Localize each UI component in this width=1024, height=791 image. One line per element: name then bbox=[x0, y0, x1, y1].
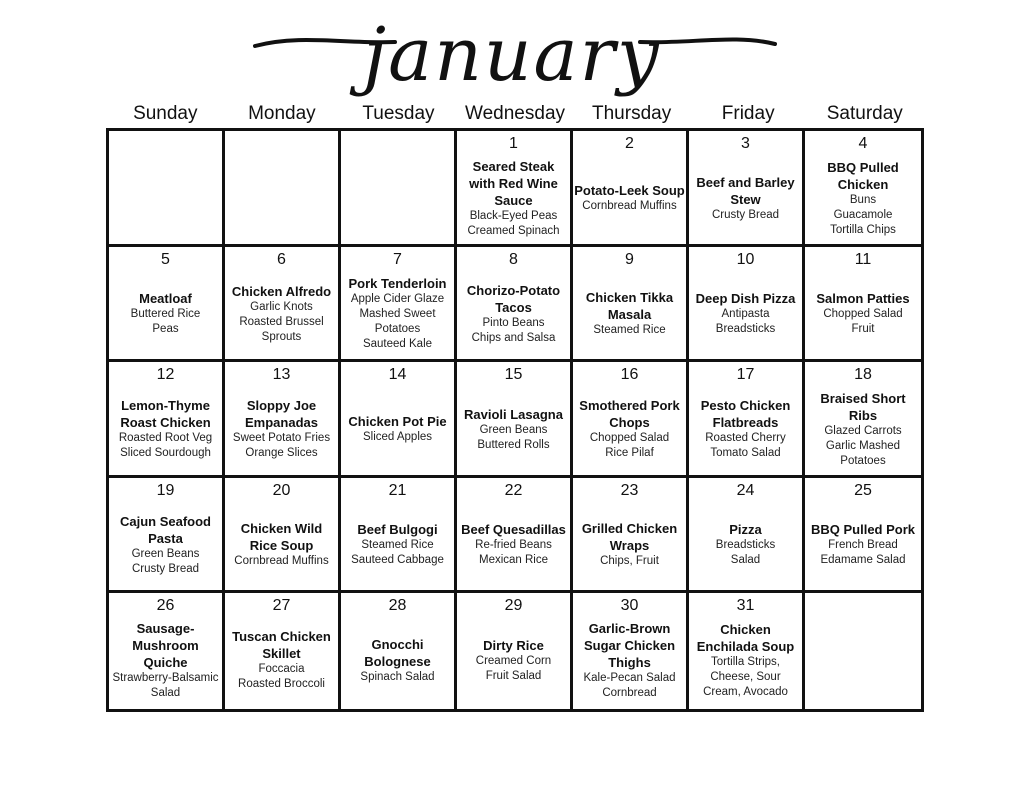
side-dish: Roasted Broccoli bbox=[238, 678, 325, 691]
meal-info bbox=[458, 269, 569, 359]
meal-info bbox=[690, 384, 801, 474]
main-dish: Chicken Pot Pie bbox=[348, 414, 447, 430]
main-dish: Smothered Pork Chops bbox=[579, 398, 680, 431]
day-cell-22 bbox=[457, 478, 573, 594]
meal-info bbox=[806, 384, 920, 474]
main-dish: Pork Tenderloin bbox=[348, 276, 447, 292]
side-dish: Creamed Corn bbox=[475, 654, 552, 667]
side-dish: Chopped Salad bbox=[823, 308, 903, 321]
meal-info bbox=[226, 500, 337, 590]
date-number: 6 bbox=[277, 250, 286, 268]
meal-info bbox=[110, 500, 221, 590]
meal-info bbox=[342, 269, 453, 359]
main-dish: Meatloaf bbox=[139, 291, 192, 307]
side-dish: Roasted Cherry Tomato Salad bbox=[705, 432, 786, 460]
side-dish: Foccacia bbox=[258, 663, 305, 676]
calendar-grid bbox=[106, 128, 924, 712]
meal-info bbox=[226, 269, 337, 359]
date-number: 20 bbox=[272, 481, 291, 499]
title-banner bbox=[0, 0, 1024, 110]
date-number: 19 bbox=[156, 481, 175, 499]
main-dish: Grilled Chicken Wraps bbox=[581, 521, 678, 554]
main-dish: Garlic-Brown Sugar Chicken Thighs bbox=[583, 620, 676, 670]
main-dish: Beef Bulgogi bbox=[357, 522, 438, 538]
main-dish: Pesto Chicken Flatbreads bbox=[700, 398, 791, 431]
main-dish: Beef and Barley Stew bbox=[696, 174, 795, 207]
date-number: 12 bbox=[156, 366, 175, 384]
date-number: 14 bbox=[388, 366, 407, 384]
side-dish: Fruit bbox=[851, 323, 875, 336]
side-dish: Tortilla Chips bbox=[830, 223, 896, 236]
main-dish: Seared Steak with Red Wine Sauce bbox=[469, 158, 558, 208]
meal-info bbox=[342, 615, 453, 705]
side-dish: Buttered Rice bbox=[130, 308, 201, 321]
weekday-header-row bbox=[107, 100, 923, 128]
day-cell-27 bbox=[225, 593, 341, 709]
date-number: 28 bbox=[388, 597, 407, 615]
side-dish: Roasted Brussel Sprouts bbox=[239, 315, 324, 343]
date-number: 4 bbox=[858, 135, 868, 152]
date-number: 16 bbox=[620, 366, 639, 384]
weekday-header-thursday: Thursday bbox=[592, 103, 672, 124]
day-cell-20 bbox=[225, 478, 341, 594]
main-dish: Chicken Tikka Masala bbox=[585, 290, 674, 323]
meal-info bbox=[226, 384, 337, 474]
day-cell-21 bbox=[341, 478, 457, 594]
meal-info bbox=[574, 500, 685, 590]
main-dish: Deep Dish Pizza bbox=[695, 291, 796, 307]
meal-info bbox=[110, 269, 221, 359]
side-dish: Steamed Rice bbox=[593, 324, 666, 337]
date-number: 27 bbox=[272, 597, 291, 615]
side-dish: Steamed Rice bbox=[361, 539, 434, 552]
main-dish: Lemon-Thyme Roast Chicken bbox=[120, 398, 211, 431]
meal-info bbox=[806, 500, 920, 590]
date-number: 21 bbox=[388, 481, 407, 499]
side-dish: Buttered Rolls bbox=[477, 438, 550, 451]
month-title: january bbox=[363, 12, 661, 98]
day-cell-6 bbox=[225, 247, 341, 363]
main-dish: Cajun Seafood Pasta bbox=[119, 513, 211, 546]
date-number: 5 bbox=[161, 250, 170, 268]
side-dish: Orange Slices bbox=[245, 447, 318, 460]
meal-info bbox=[806, 269, 920, 359]
side-dish: Sliced Sourdough bbox=[120, 447, 211, 460]
empty-day-cell bbox=[109, 131, 225, 247]
side-dish: Guacamole bbox=[833, 208, 893, 221]
weekday-header-sunday: Sunday bbox=[133, 103, 198, 124]
side-dish: Roasted Root Veg bbox=[118, 432, 213, 445]
side-dish: Cornbread Muffins bbox=[234, 555, 329, 568]
side-dish: Edamame Salad bbox=[820, 554, 906, 567]
main-dish: Sloppy Joe Empanadas bbox=[245, 398, 318, 431]
date-number: 13 bbox=[272, 366, 291, 384]
side-dish: Re-fried Beans bbox=[475, 539, 552, 552]
main-dish: Ravioli Lasagna bbox=[464, 406, 563, 422]
empty-day-cell bbox=[225, 131, 341, 247]
meal-info bbox=[690, 500, 801, 590]
side-dish: Sweet Potato Fries bbox=[232, 432, 331, 445]
side-dish: Breadsticks bbox=[715, 539, 776, 552]
meal-info bbox=[690, 615, 801, 705]
meal-info bbox=[690, 269, 801, 359]
date-number: 18 bbox=[854, 366, 872, 384]
main-dish: Dirty Rice bbox=[483, 637, 544, 653]
side-dish: Fruit Salad bbox=[485, 669, 542, 682]
main-dish: Pizza bbox=[729, 522, 762, 538]
side-dish: Chopped Salad bbox=[589, 432, 670, 445]
meal-info bbox=[458, 384, 569, 474]
weekday-header-wednesday: Wednesday bbox=[465, 103, 566, 124]
date-number: 22 bbox=[504, 481, 523, 499]
date-number: 25 bbox=[854, 481, 872, 499]
side-dish: Breadsticks bbox=[715, 323, 776, 336]
side-dish: Green Beans bbox=[131, 547, 200, 560]
side-dish: Antipasta bbox=[721, 308, 770, 321]
main-dish: Chicken Enchilada Soup bbox=[696, 621, 795, 654]
day-cell-7 bbox=[341, 247, 457, 363]
side-dish: Kale-Pecan Salad bbox=[583, 671, 676, 684]
date-number: 7 bbox=[393, 250, 402, 268]
day-cell-19 bbox=[109, 478, 225, 594]
meal-info bbox=[110, 384, 221, 474]
day-cell-5 bbox=[109, 247, 225, 363]
side-dish: Sauteed Cabbage bbox=[351, 554, 444, 567]
date-number: 23 bbox=[620, 481, 639, 499]
side-dish: Tortilla Strips, Cheese, Sour Cream, Avocado bbox=[703, 655, 788, 698]
date-number: 9 bbox=[625, 250, 634, 268]
day-cell-23 bbox=[573, 478, 689, 594]
meal-info bbox=[226, 615, 337, 705]
meal-info bbox=[574, 269, 685, 359]
day-cell-26 bbox=[109, 593, 225, 709]
day-cell-8 bbox=[457, 247, 573, 363]
side-dish: Salad bbox=[730, 554, 761, 567]
day-cell-28 bbox=[341, 593, 457, 709]
day-cell-13 bbox=[225, 362, 341, 478]
day-cell-14 bbox=[341, 362, 457, 478]
day-cell-16 bbox=[573, 362, 689, 478]
main-dish: Tuscan Chicken Skillet bbox=[232, 629, 331, 662]
side-dish: Sauteed Kale bbox=[362, 338, 433, 351]
day-cell-10 bbox=[689, 247, 805, 363]
day-cell-15 bbox=[457, 362, 573, 478]
date-number: 2 bbox=[625, 135, 634, 152]
side-dish: Glazed Carrots bbox=[824, 424, 902, 437]
meal-info bbox=[342, 384, 453, 474]
weekday-header-saturday: Saturday bbox=[826, 103, 903, 124]
main-dish: Salmon Patties bbox=[816, 291, 910, 307]
main-dish: BBQ Pulled Pork bbox=[810, 522, 916, 538]
meal-info bbox=[342, 500, 453, 590]
side-dish: Green Beans bbox=[479, 423, 548, 436]
main-dish: Potato-Leek Soup bbox=[574, 183, 685, 198]
day-cell-2 bbox=[573, 131, 689, 247]
date-number: 3 bbox=[741, 135, 750, 152]
side-dish: Crusty Bread bbox=[131, 562, 200, 575]
side-dish: Rice Pilaf bbox=[605, 447, 654, 460]
main-dish: Sausage-Mushroom Quiche bbox=[132, 620, 199, 670]
day-cell-24 bbox=[689, 478, 805, 594]
weekday-header-monday: Monday bbox=[248, 103, 316, 124]
side-dish: Cornbread bbox=[602, 686, 657, 699]
side-dish: Pinto Beans bbox=[482, 316, 545, 329]
date-number: 15 bbox=[504, 366, 523, 384]
meal-info bbox=[458, 153, 569, 243]
meal-info bbox=[806, 153, 920, 243]
date-number: 31 bbox=[736, 597, 755, 615]
day-cell-9 bbox=[573, 247, 689, 363]
meal-info bbox=[690, 153, 801, 243]
side-dish: Apple Cider Glaze bbox=[350, 293, 445, 306]
side-dish: Chips, Fruit bbox=[600, 555, 659, 568]
day-cell-4 bbox=[805, 131, 921, 247]
empty-day-cell bbox=[805, 593, 921, 709]
main-dish: Chicken Alfredo bbox=[231, 283, 332, 299]
side-dish: Chips and Salsa bbox=[471, 331, 556, 344]
side-dish: Black-Eyed Peas bbox=[469, 209, 558, 222]
side-dish: Sliced Apples bbox=[362, 431, 433, 444]
side-dish: Mexican Rice bbox=[478, 554, 549, 567]
date-number: 17 bbox=[736, 366, 755, 384]
main-dish: Beef Quesadillas bbox=[461, 522, 566, 538]
side-dish: Strawberry-Balsamic Salad bbox=[112, 671, 219, 699]
day-cell-12 bbox=[109, 362, 225, 478]
meal-info bbox=[574, 153, 685, 243]
side-dish: Peas bbox=[152, 323, 179, 336]
date-number: 1 bbox=[509, 135, 518, 152]
day-cell-17 bbox=[689, 362, 805, 478]
meal-info bbox=[110, 615, 221, 705]
empty-day-cell bbox=[341, 131, 457, 247]
day-cell-3 bbox=[689, 131, 805, 247]
main-dish: Braised Short Ribs bbox=[820, 390, 906, 423]
date-number: 26 bbox=[156, 597, 175, 615]
day-cell-31 bbox=[689, 593, 805, 709]
day-cell-30 bbox=[573, 593, 689, 709]
day-cell-11 bbox=[805, 247, 921, 363]
day-cell-25 bbox=[805, 478, 921, 594]
weekday-header-friday: Friday bbox=[721, 103, 775, 124]
date-number: 24 bbox=[736, 481, 755, 499]
side-dish: Garlic Knots bbox=[250, 300, 313, 313]
meal-info bbox=[574, 384, 685, 474]
meal-info bbox=[458, 615, 569, 705]
side-dish: Cornbread Muffins bbox=[582, 200, 677, 212]
meal-info bbox=[458, 500, 569, 590]
side-dish: Buns bbox=[849, 193, 877, 206]
meal-info bbox=[574, 615, 685, 705]
date-number: 10 bbox=[736, 250, 755, 268]
day-cell-1 bbox=[457, 131, 573, 247]
date-number: 29 bbox=[504, 597, 523, 615]
side-dish: Crusty Bread bbox=[711, 208, 780, 221]
date-number: 11 bbox=[854, 250, 872, 268]
side-dish: French Bread bbox=[828, 539, 898, 552]
main-dish: Gnocchi Bolognese bbox=[364, 636, 431, 669]
side-dish: Garlic Mashed Potatoes bbox=[825, 439, 901, 467]
day-cell-18 bbox=[805, 362, 921, 478]
main-dish: Chorizo-Potato Tacos bbox=[466, 282, 561, 315]
main-dish: BBQ Pulled Chicken bbox=[827, 159, 899, 192]
side-dish: Creamed Spinach bbox=[467, 224, 560, 237]
day-cell-29 bbox=[457, 593, 573, 709]
date-number: 30 bbox=[620, 597, 639, 615]
main-dish: Chicken Wild Rice Soup bbox=[240, 521, 323, 554]
side-dish: Mashed Sweet Potatoes bbox=[359, 308, 436, 336]
side-dish: Spinach Salad bbox=[360, 670, 435, 683]
weekday-header-tuesday: Tuesday bbox=[362, 103, 435, 124]
date-number: 8 bbox=[509, 250, 518, 268]
